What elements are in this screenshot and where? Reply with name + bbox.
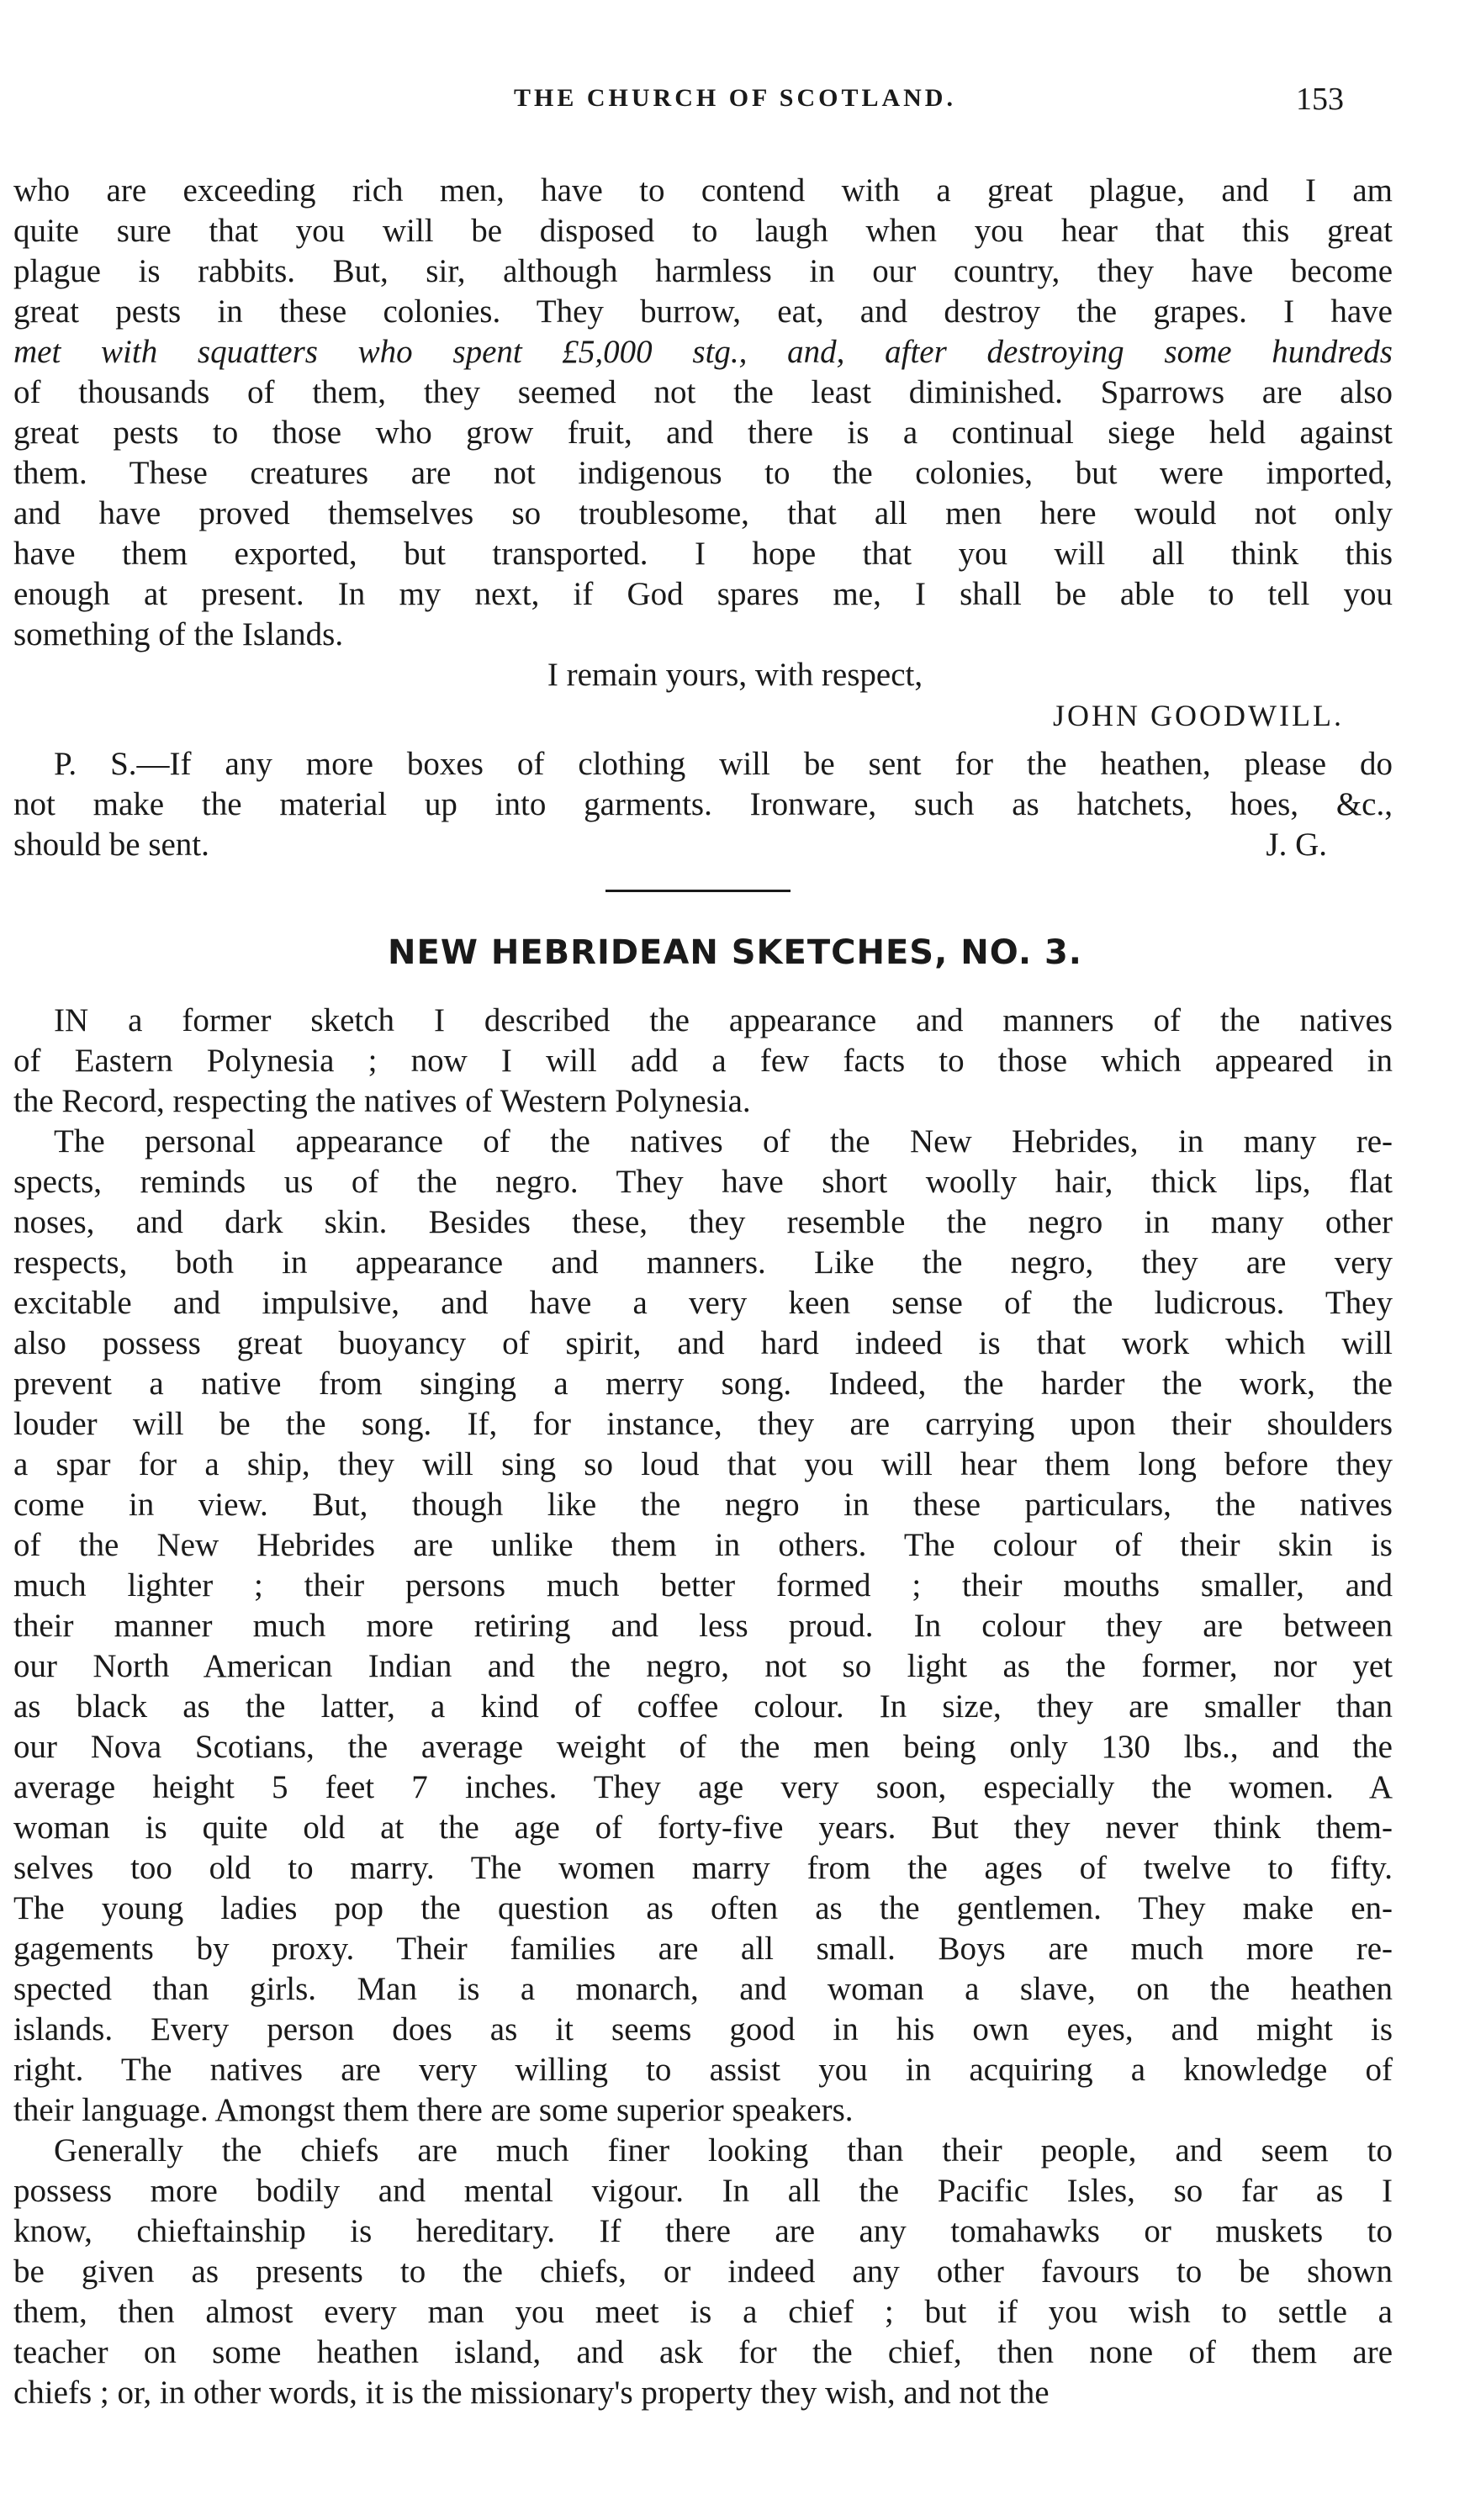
article-line: The young ladies pop the question as often as the gentlemen. They make en-: [13, 1890, 1393, 1926]
postscript-line: not make the material up into garments. Ironware, such as hatchets, hoes, &c.,: [13, 786, 1393, 822]
letter-line: quite sure that you will be disposed to laugh when you hear that this great: [13, 213, 1393, 249]
letter-line: who are exceeding rich men, have to contend with a great plague, and I am: [13, 172, 1393, 209]
section-separator-rule: [605, 890, 791, 892]
article-line: chiefs ; or, in other words, it is the missionary's property they wish, and not the: [13, 2375, 1050, 2411]
letter-line: and have proved themselves so troublesome, that all men here would not only: [13, 495, 1393, 531]
letter-signature: JOHN GOODWILL.: [1053, 699, 1344, 732]
article-line: their language. Amongst them there are some superior speakers.: [13, 2092, 854, 2128]
running-title: THE CHURCH OF SCOTLAND.: [514, 84, 956, 112]
letter-line: great pests in these colonies. They burrow, eat, and destroy the grapes. I have: [13, 293, 1393, 330]
page-number: 153: [1296, 82, 1344, 117]
letter-line: them. These creatures are not indigenous to the colonies, but were imported,: [13, 455, 1393, 491]
article-line: noses, and dark skin. Besides these, they resemble the negro in many other: [13, 1204, 1393, 1240]
article-line: selves too old to marry. The women marry from the ages of twelve to fifty.: [13, 1850, 1393, 1886]
article-line: of the New Hebrides are unlike them in others. The colour of their skin is: [13, 1527, 1393, 1563]
article-line: our Nova Scotians, the average weight of the men being only 130 lbs., and the: [13, 1729, 1393, 1765]
article-line: Generally the chiefs are much finer looking than their people, and seem to: [54, 2132, 1393, 2169]
article-line: prevent a native from singing a merry song. Indeed, the harder the work, the: [13, 1366, 1393, 1402]
article-line: spects, reminds us of the negro. They have short woolly hair, thick lips, flat: [13, 1164, 1393, 1200]
letter-line: have them exported, but transported. I hope that you will all think this: [13, 536, 1393, 572]
postscript-body: [13, 744, 1393, 865]
article-line: woman is quite old at the age of forty-five years. But they never think them-: [13, 1809, 1393, 1846]
article-line: louder will be the song. If, for instance, they are carrying upon their shoulders: [13, 1406, 1393, 1442]
article-line: spected than girls. Man is a monarch, and woman a slave, on the heathen: [13, 1971, 1393, 2007]
article-line: come in view. But, though like the negro in these particulars, the natives: [13, 1487, 1393, 1523]
article-line: IN a former sketch I described the appearance and manners of the natives: [54, 1002, 1393, 1038]
article-line: right. The natives are very willing to assist you in acquiring a knowledge of: [13, 2052, 1393, 2088]
article-line: teacher on some heathen island, and ask for the chief, then none of them are: [13, 2334, 1393, 2370]
letter-line: met with squatters who spent £5,000 stg., and, after destroying some hundreds: [13, 334, 1393, 370]
letter-body: [13, 171, 1393, 655]
article-line: a spar for a ship, they will sing so loud that you will hear them long before they: [13, 1446, 1393, 1482]
article-line: their manner much more retiring and less proud. In colour they are between: [13, 1608, 1393, 1644]
letter-closing: I remain yours, with respect,: [547, 657, 923, 693]
article-body: [13, 1001, 1393, 2413]
article-line: the Record, respecting the natives of Western Polynesia.: [13, 1083, 751, 1119]
running-head: [0, 84, 1470, 118]
postscript-initials: J. G.: [1266, 827, 1327, 863]
article-line: islands. Every person does as it seems good in his own eyes, and might is: [13, 2011, 1393, 2047]
article-line: possess more bodily and mental vigour. In all the Pacific Isles, so far as I: [13, 2173, 1393, 2209]
article-line: respects, both in appearance and manners. Like the negro, they are very: [13, 1244, 1393, 1281]
article-line: them, then almost every man you meet is a chief ; but if you wish to settle a: [13, 2294, 1393, 2330]
article-line: as black as the latter, a kind of coffee colour. In size, they are smaller than: [13, 1688, 1393, 1725]
letter-line: enough at present. In my next, if God spares me, I shall be able to tell you: [13, 576, 1393, 612]
article-line: of Eastern Polynesia ; now I will add a few facts to those which appeared in: [13, 1043, 1393, 1079]
letter-line: plague is rabbits. But, sir, although harmless in our country, they have become: [13, 253, 1393, 289]
article-line: our North American Indian and the negro, not so light as the former, nor yet: [13, 1648, 1393, 1684]
article-line: also possess great buoyancy of spirit, and hard indeed is that work which will: [13, 1325, 1393, 1361]
postscript-line: should be sent.: [13, 827, 209, 863]
article-line: know, chieftainship is hereditary. If there are any tomahawks or muskets to: [13, 2213, 1393, 2249]
article-line: average height 5 feet 7 inches. They age very soon, especially the women. A: [13, 1769, 1393, 1805]
letter-line: something of the Islands.: [13, 616, 344, 652]
postscript-line: P. S.—If any more boxes of clothing will be sent for the heathen, please do: [54, 746, 1393, 782]
article-heading: NEW HEBRIDEAN SKETCHES, NO. 3.: [388, 933, 1082, 972]
article-line: excitable and impulsive, and have a very keen sense of the ludicrous. They: [13, 1285, 1393, 1321]
article-line: The personal appearance of the natives of the New Hebrides, in many re-: [54, 1123, 1393, 1160]
article-line: be given as presents to the chiefs, or indeed any other favours to be shown: [13, 2253, 1393, 2290]
article-line: gagements by proxy. Their families are all small. Boys are much more re-: [13, 1931, 1393, 1967]
letter-line: of thousands of them, they seemed not the least diminished. Sparrows are also: [13, 374, 1393, 410]
article-line: much lighter ; their persons much better formed ; their mouths smaller, and: [13, 1567, 1393, 1603]
letter-line: great pests to those who grow fruit, and there is a continual siege held against: [13, 415, 1393, 451]
